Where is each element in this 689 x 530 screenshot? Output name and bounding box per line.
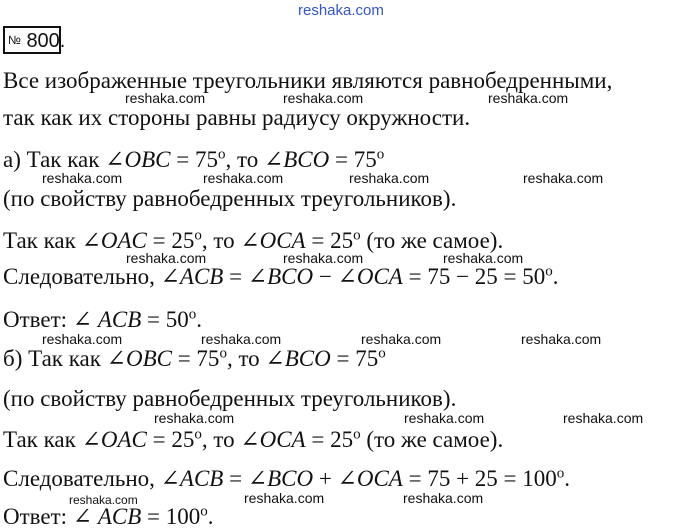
part-a-line-3: Так как ∠OAC = $25^o$, то ∠OCA = $25^o$ (то же самое).: [3, 227, 504, 253]
watermark: reshaka.com: [283, 90, 364, 106]
problem-number-box: [3, 26, 66, 54]
part-a-answer: Ответ: ∠ ACB = $50^o$.: [3, 306, 202, 332]
watermark: reshaka.com: [404, 410, 485, 426]
number-sign: №: [8, 33, 21, 47]
part-a-line-4: Следовательно, ∠ACB = ∠BCO − ∠OCA = $75 - 25 = 50^o$.: [3, 263, 559, 289]
watermark: reshaka.com: [488, 90, 569, 106]
part-b-line-1: б) Так как ∠OBC = $75^o$, то ∠BCO = $75^o$: [3, 345, 386, 371]
part-b-answer: Ответ: ∠ ACB = $100^o$.: [3, 503, 214, 529]
watermark: reshaka.com: [349, 170, 430, 186]
watermark: reshaka.com: [154, 410, 235, 426]
part-a-line-1: а) Так как ∠OBC = $75^o$, то ∠BCO = $75^o$: [3, 146, 385, 172]
watermark: reshaka.com: [42, 331, 123, 347]
watermark: reshaka.com: [563, 410, 644, 426]
watermark: reshaka.com: [244, 490, 325, 506]
part-b-line-2: (по свойству равнобедренных треугольников).: [3, 386, 457, 411]
watermark: reshaka.com: [125, 90, 206, 106]
watermark-top: reshaka.com: [298, 2, 384, 19]
problem-number: 800.: [26, 30, 66, 52]
watermark: reshaka.com: [443, 250, 524, 266]
watermark: reshaka.com: [523, 170, 604, 186]
watermark: reshaka.com: [403, 490, 484, 506]
watermark: reshaka.com: [521, 331, 602, 347]
watermark: reshaka.com: [203, 170, 284, 186]
watermark: reshaka.com: [69, 493, 138, 507]
part-b-line-3: Так как ∠OAC = $25^o$, то ∠OCA = $25^o$ (то же самое).: [3, 426, 504, 452]
part-b-line-4: Следовательно, ∠ACB = ∠BCO + ∠OCA = $75 + 25 = 100^o$.: [3, 465, 571, 491]
part-a-line-2: (по свойству равнобедренных треугольников).: [3, 186, 457, 211]
watermark: reshaka.com: [42, 170, 123, 186]
intro-line-2: так как их стороны равны радиусу окружности.: [3, 105, 471, 130]
watermark: reshaka.com: [126, 250, 207, 266]
watermark: reshaka.com: [201, 331, 282, 347]
intro-line-1: Все изображенные треугольники являются равнобедренными,: [3, 68, 613, 93]
watermark: reshaka.com: [361, 331, 442, 347]
watermark: reshaka.com: [283, 250, 364, 266]
